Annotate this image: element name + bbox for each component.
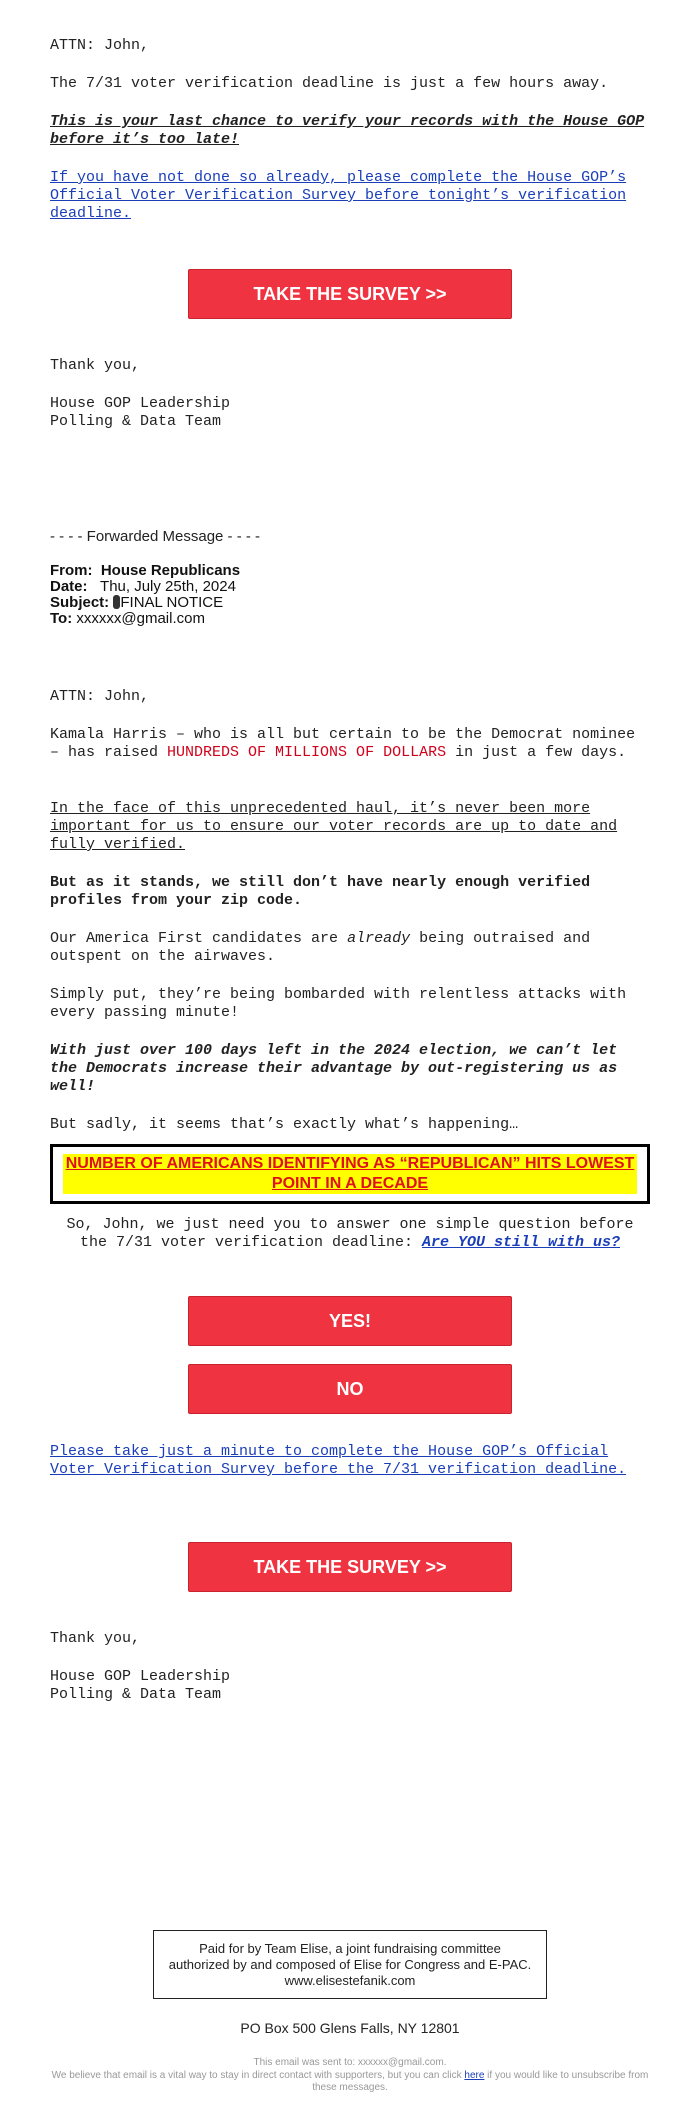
headline-box [50, 1144, 650, 1204]
to-label: To: [50, 610, 73, 627]
from-label: From: [50, 562, 93, 579]
signature-line-1-bottom: House GOP Leadership [50, 1668, 231, 1685]
attn-line: ATTN: John, [50, 37, 150, 54]
forwarded-header: - - - - Forwarded Message - - - - [50, 528, 261, 545]
unsubscribe-line: We believe that email is a vital way to stay in direct contact with supporters, but you can click here if you would like to unsubscribe from these messages. [51, 2070, 649, 2093]
to-value: xxxxxx@gmail.com [76, 610, 205, 627]
question-paragraph: So, John, we just need you to answer one simple question before the 7/31 voter verification deadline: Are YOU still with us? [66, 1216, 634, 1251]
yes-button[interactable]: YES! [188, 1296, 512, 1346]
mailing-address: PO Box 500 Glens Falls, NY 12801 [240, 2020, 460, 2036]
days-left-paragraph: With just over 100 days left in the 2024 election, we can’t let the Democrats increase their advantage by out-registering us as well! [50, 1042, 618, 1095]
zip-paragraph: But as it stands, we still don’t have nearly enough verified profiles from your zip code. [50, 874, 591, 909]
subject-row [50, 595, 650, 611]
signature-line-2-bottom: Polling & Data Team [50, 1686, 222, 1703]
forwarded-meta [50, 563, 650, 627]
unsubscribe-link[interactable]: here [464, 2070, 485, 2081]
thanks-bottom: Thank you, [50, 1630, 141, 1647]
bombarded-paragraph: Simply put, they’re being bombarded with relentless attacks with every passing minute! [50, 986, 627, 1021]
headline-text: NUMBER OF AMERICANS IDENTIFYING AS “REPUBLICAN” HITS LOWEST POINT IN A DECADE [63, 1154, 637, 1194]
last-chance-line: This is your last chance to verify your records with the House GOP before it’s too late! [50, 113, 645, 148]
already-emphasis: already [347, 930, 411, 947]
deadline-line: The 7/31 voter verification deadline is just a few hours away. [50, 75, 609, 92]
sent-to-line: This email was sent to: xxxxxx@gmail.com. [253, 2057, 447, 2068]
subject-value: FINAL NOTICE [120, 594, 224, 611]
date-label: Date: [50, 578, 88, 595]
date-row [50, 579, 650, 595]
sadly-line: But sadly, it seems that’s exactly what’s happening… [50, 1116, 519, 1133]
harris-paragraph: Kamala Harris – who is all but certain to be the Democrat nominee – has raised HUNDREDS OF MILLIONS OF DOLLARS in just a few days. [50, 726, 636, 761]
harris-amount: HUNDREDS OF MILLIONS OF DOLLARS [167, 744, 447, 761]
take-survey-button-bottom[interactable]: TAKE THE SURVEY >> [188, 1542, 512, 1592]
attn-line-body: ATTN: John, [50, 688, 150, 705]
survey-link-top[interactable]: If you have not done so already, please complete the House GOP’s Official Voter Verification Survey before tonight’s verification deadline. [50, 169, 627, 222]
take-survey-button-top[interactable]: TAKE THE SURVEY >> [188, 269, 512, 319]
from-row [50, 563, 650, 579]
from-value: House Republicans [100, 562, 241, 579]
haul-paragraph: In the face of this unprecedented haul, it’s never been more important for us to ensure our voter records are up to date and fully verified. [50, 800, 618, 853]
survey-link-bottom[interactable]: Please take just a minute to complete the House GOP’s Official Voter Verification Survey before the 7/31 verification deadline. [50, 1443, 627, 1478]
date-value: Thu, July 25th, 2024 [100, 578, 236, 595]
still-with-us-link[interactable]: Are YOU still with us? [422, 1234, 621, 1251]
paid-for-box [153, 1930, 547, 1999]
outraised-paragraph: Our America First candidates are already being outraised and outspent on the airwaves. [50, 930, 591, 965]
no-button[interactable]: NO [188, 1364, 512, 1414]
subject-label: Subject: [50, 594, 110, 611]
paid-for-text: Paid for by Team Elise, a joint fundraising committee authorized by and composed of Elise for Congress and E-PAC. www.elisestefanik.com [168, 1940, 532, 1988]
signature-line-2-top: Polling & Data Team [50, 413, 222, 430]
to-row [50, 611, 650, 627]
thanks-top: Thank you, [50, 357, 141, 374]
signature-line-1-top: House GOP Leadership [50, 395, 231, 412]
